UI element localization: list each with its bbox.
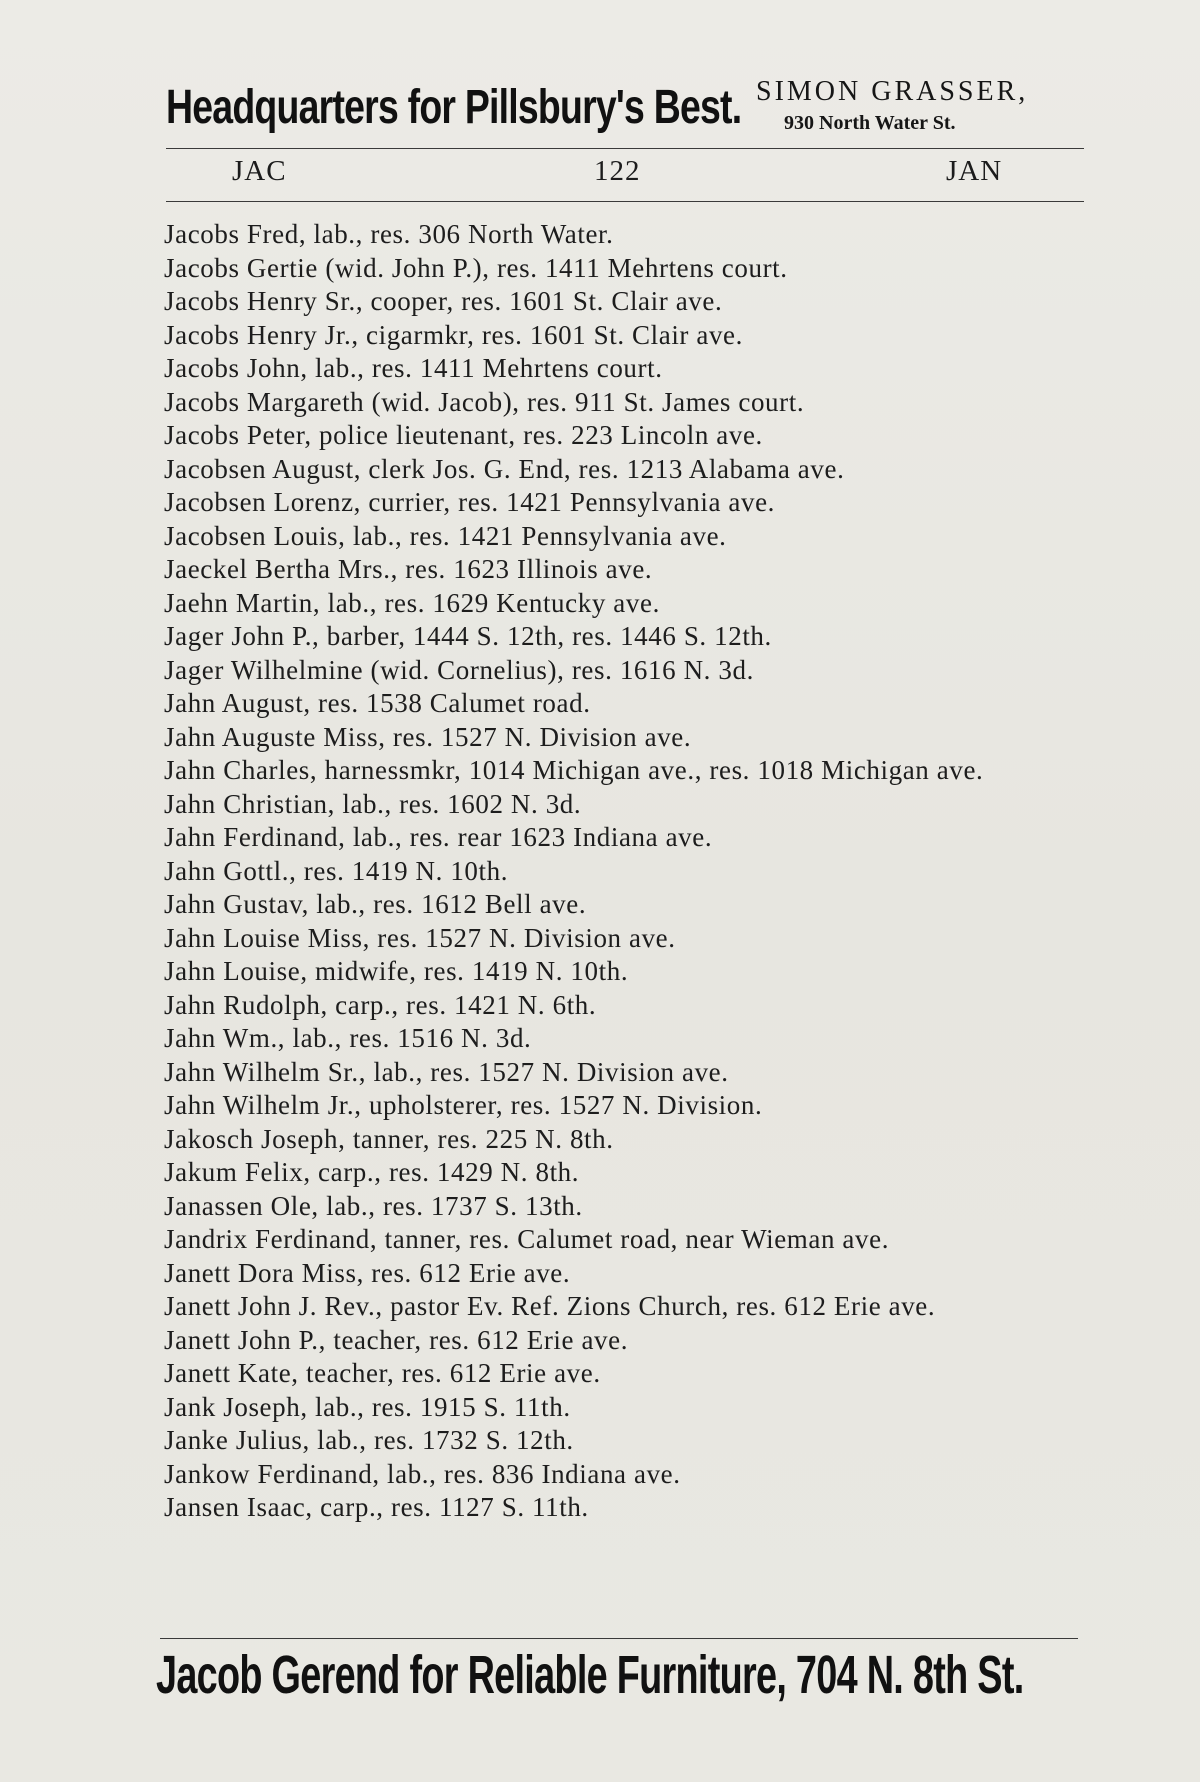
directory-entry: Janke Julius, lab., res. 1732 S. 12th.	[164, 1425, 574, 1455]
directory-entry: Jahn August, res. 1538 Calumet road.	[164, 688, 591, 718]
directory-entry: Jacobs Margareth (wid. Jacob), res. 911 St. James court.	[164, 386, 805, 417]
directory-entry: Jahn Gottl., res. 1419 N. 10th.	[164, 855, 509, 886]
directory-entries	[164, 218, 1084, 1525]
directory-entry: Jahn Louise, midwife, res. 1419 N. 10th.	[164, 956, 629, 986]
directory-entry: Jacobs Peter, police lieutenant, res. 223 Lincoln ave.	[164, 420, 763, 450]
directory-entry: Janett John J. Rev., pastor Ev. Ref. Zions Church, res. 612 Erie ave.	[164, 1291, 936, 1321]
directory-entry: Jankow Ferdinand, lab., res. 836 Indiana ave.	[164, 1458, 681, 1489]
directory-entry: Jahn Charles, harnessmkr, 1014 Michigan ave., res. 1018 Michigan ave.	[164, 755, 984, 785]
directory-entry: Jacobsen Lorenz, currier, res. 1421 Pennsylvania ave.	[164, 487, 776, 517]
directory-entry: Jaeckel Bertha Mrs., res. 1623 Illinois ave.	[164, 554, 653, 584]
directory-entry: Jacobs Henry Sr., cooper, res. 1601 St. Clair ave.	[164, 286, 723, 316]
directory-entry: Jacobs Fred, lab., res. 306 North Water.	[164, 219, 614, 249]
directory-entry: Jansen Isaac, carp., res. 1127 S. 11th.	[164, 1492, 589, 1522]
directory-entry: Jager Wilhelmine (wid. Cornelius), res. 1616 N. 3d.	[164, 654, 754, 685]
directory-entry: Janett Dora Miss, res. 612 Erie ave.	[164, 1257, 571, 1288]
directory-entry: Jahn Wilhelm Jr., upholsterer, res. 1527 N. Division.	[164, 1090, 763, 1120]
directory-entry: Jacobs John, lab., res. 1411 Mehrtens court.	[164, 353, 663, 383]
header-ad-headline: Headquarters for Pillsbury's Best.	[166, 81, 742, 134]
header-ad-name: SIMON GRASSER,	[756, 76, 1029, 107]
header-ad-address: 930 North Water St.	[784, 112, 956, 134]
running-head-right: JAN	[946, 155, 1003, 187]
running-head-left: JAC	[232, 155, 287, 187]
directory-entry: Janassen Ole, lab., res. 1737 S. 13th.	[164, 1190, 583, 1221]
directory-entry: Janett John P., teacher, res. 612 Erie ave.	[164, 1324, 629, 1355]
header-advertisement	[166, 76, 1086, 142]
header-rule-bottom	[166, 201, 1084, 202]
directory-entry: Jaehn Martin, lab., res. 1629 Kentucky ave.	[164, 587, 660, 618]
directory-entry: Jahn Auguste Miss, res. 1527 N. Division ave.	[164, 721, 692, 752]
directory-entry: Jager John P., barber, 1444 S. 12th, res. 1446 S. 12th.	[164, 621, 772, 651]
directory-entry: Jahn Gustav, lab., res. 1612 Bell ave.	[164, 889, 587, 919]
directory-entry: Jandrix Ferdinand, tanner, res. Calumet road, near Wieman ave.	[164, 1224, 890, 1254]
directory-entry: Jacobs Gertie (wid. John P.), res. 1411 Mehrtens court.	[164, 252, 788, 283]
directory-entry: Jahn Wilhelm Sr., lab., res. 1527 N. Division ave.	[164, 1056, 729, 1087]
header-rule-top	[166, 148, 1084, 149]
directory-entry: Jahn Ferdinand, lab., res. rear 1623 Indiana ave.	[164, 822, 713, 852]
footer-advertisement: Jacob Gerend for Reliable Furniture, 704 N. 8th St.	[156, 1645, 1024, 1705]
directory-entry: Jahn Louise Miss, res. 1527 N. Division ave.	[164, 922, 676, 953]
directory-entry: Jacobs Henry Jr., cigarmkr, res. 1601 St. Clair ave.	[164, 319, 743, 350]
directory-entry: Jacobsen August, clerk Jos. G. End, res. 1213 Alabama ave.	[164, 453, 845, 484]
directory-entry: Jahn Rudolph, carp., res. 1421 N. 6th.	[164, 989, 597, 1020]
footer-rule	[160, 1638, 1078, 1639]
directory-entry: Jahn Wm., lab., res. 1516 N. 3d.	[164, 1023, 532, 1053]
directory-entry: Jakosch Joseph, tanner, res. 225 N. 8th.	[164, 1123, 614, 1154]
page-number: 122	[594, 155, 641, 187]
directory-entry: Jank Joseph, lab., res. 1915 S. 11th.	[164, 1391, 571, 1422]
directory-entry: Jahn Christian, lab., res. 1602 N. 3d.	[164, 788, 582, 819]
directory-entry: Jacobsen Louis, lab., res. 1421 Pennsylvania ave.	[164, 520, 727, 551]
directory-entry: Janett Kate, teacher, res. 612 Erie ave.	[164, 1358, 601, 1388]
directory-entry: Jakum Felix, carp., res. 1429 N. 8th.	[164, 1157, 580, 1187]
